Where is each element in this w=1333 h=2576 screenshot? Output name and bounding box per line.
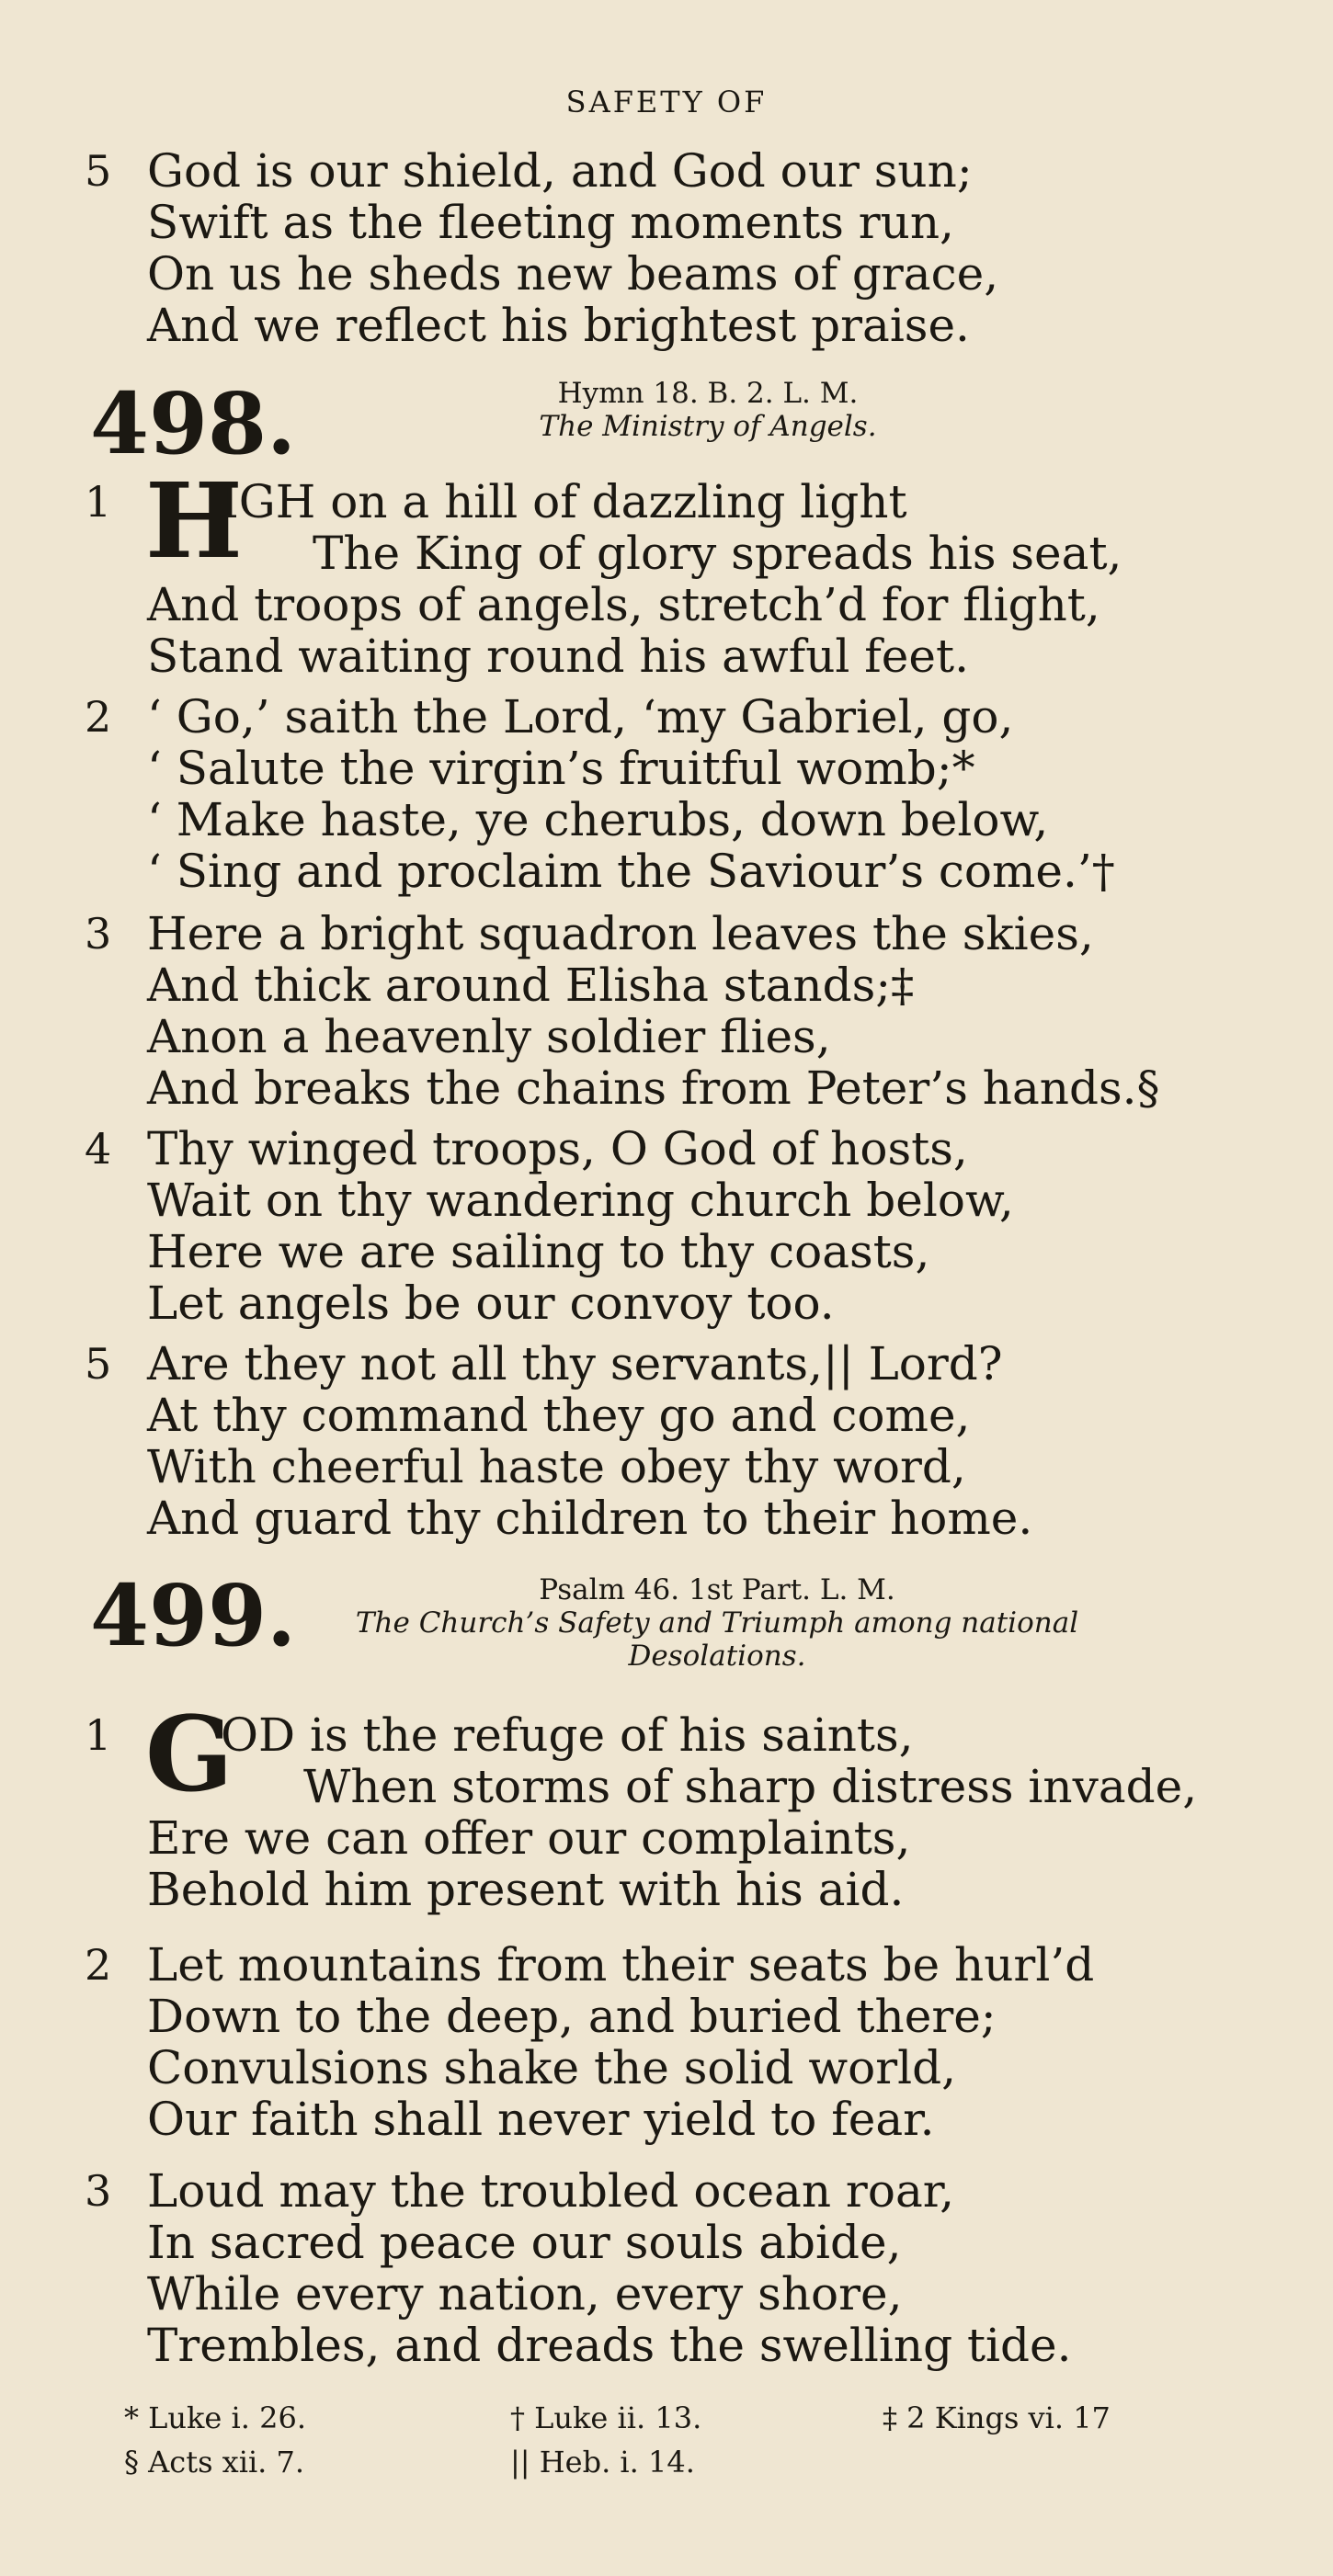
verse-line: Ere we can offer our complaints,	[147, 1811, 911, 1865]
verse-line: ‘ Make haste, ye cherubs, down below,	[147, 793, 1049, 846]
verse-number: 2	[85, 1940, 112, 1990]
running-head: SAFETY OF	[565, 85, 768, 119]
hymn-tune-meta: Hymn 18. B. 2. L. M.	[557, 377, 859, 410]
verse-number: 2	[85, 692, 112, 742]
verse-line: Behold him present with his aid.	[147, 1863, 905, 1916]
verse-line: And we reflect his brightest praise.	[147, 299, 970, 352]
verse-line: ‘ Sing and proclaim the Saviour’s come.’†	[147, 845, 1115, 898]
hymn-title: The Ministry of Angels.	[539, 410, 877, 443]
hymn-title: The Church’s Safety and Triumph among national	[355, 1606, 1079, 1640]
hymn-title-cont: Desolations.	[628, 1640, 806, 1673]
drop-cap: H	[145, 461, 243, 582]
hymn-meta	[257, 1573, 1177, 1673]
verse-line: And thick around Elisha stands;‡	[147, 959, 915, 1012]
verse-line: IGH on a hill of dazzling light	[221, 475, 907, 528]
verse-line: Stand waiting round his awful feet.	[147, 630, 969, 683]
verse-line: And breaks the chains from Peter’s hands.§	[147, 1061, 1160, 1115]
verse-number: 3	[85, 909, 112, 959]
verse-line: At thy command they go and come,	[147, 1389, 971, 1442]
verse-number: 5	[85, 146, 112, 196]
hymn-meta	[460, 377, 956, 443]
verse-line: Down to the deep, and buried there;	[147, 1990, 997, 2043]
verse-number: 3	[85, 2166, 112, 2216]
verse-line: ‘ Salute the virgin’s fruitful womb;*	[147, 742, 975, 795]
verse-line: Let mountains from their seats be hurl’d	[147, 1938, 1095, 1992]
footnote: ‡ 2 Kings vi. 17	[883, 2400, 1111, 2435]
footnote: * Luke i. 26.	[124, 2400, 306, 2435]
verse-line: Loud may the troubled ocean roar,	[147, 2164, 955, 2218]
verse-line: Anon a heavenly soldier flies,	[147, 1010, 831, 1063]
verse-line: And guard thy children to their home.	[147, 1492, 1033, 1545]
verse-line: Convulsions shake the solid world,	[147, 2041, 957, 2094]
verse-line: Swift as the fleeting moments run,	[147, 196, 954, 249]
verse-line: Wait on thy wandering church below,	[147, 1174, 1014, 1227]
verse-line: ‘ Go,’ saith the Lord, ‘my Gabriel, go,	[147, 690, 1014, 743]
verse-line: While every nation, every shore,	[147, 2267, 903, 2321]
verse-number: 5	[85, 1339, 112, 1389]
verse-line: Here we are sailing to thy coasts,	[147, 1225, 930, 1278]
verse-line: With cheerful haste obey thy word,	[147, 1440, 966, 1493]
hymn-number: 498.	[90, 374, 297, 473]
verse-line: When storms of sharp distress invade,	[303, 1760, 1198, 1813]
hymn-tune-meta: Psalm 46. 1st Part. L. M.	[539, 1573, 895, 1606]
verse-line: The King of glory spreads his seat,	[313, 527, 1122, 580]
verse-line: In sacred peace our souls abide,	[147, 2216, 902, 2269]
verse-number: 4	[85, 1124, 112, 1174]
verse-line: God is our shield, and God our sun;	[147, 144, 973, 198]
verse-line: OD is the refuge of his saints,	[221, 1708, 914, 1762]
verse-line: Are they not all thy servants,|| Lord?	[147, 1337, 1003, 1390]
footnote: § Acts xii. 7.	[124, 2445, 305, 2480]
verse-line: Let angels be our convoy too.	[147, 1277, 835, 1330]
drop-cap: G	[145, 1695, 234, 1815]
verse-line: On us he sheds new beams of grace,	[147, 247, 999, 301]
verse-line: Our faith shall never yield to fear.	[147, 2093, 935, 2146]
verse-line: Thy winged troops, O God of hosts,	[147, 1122, 968, 1175]
verse-line: Trembles, and dreads the swelling tide.	[147, 2319, 1072, 2372]
hymn-number: 499.	[90, 1566, 297, 1665]
footnote: † Luke ii. 13.	[510, 2400, 702, 2435]
verse-number: 1	[85, 477, 112, 527]
verse-number: 1	[85, 1710, 112, 1760]
verse-line: And troops of angels, stretch’d for flight,	[147, 578, 1100, 631]
verse-line: Here a bright squadron leaves the skies,	[147, 907, 1094, 960]
footnote: || Heb. i. 14.	[510, 2445, 695, 2480]
